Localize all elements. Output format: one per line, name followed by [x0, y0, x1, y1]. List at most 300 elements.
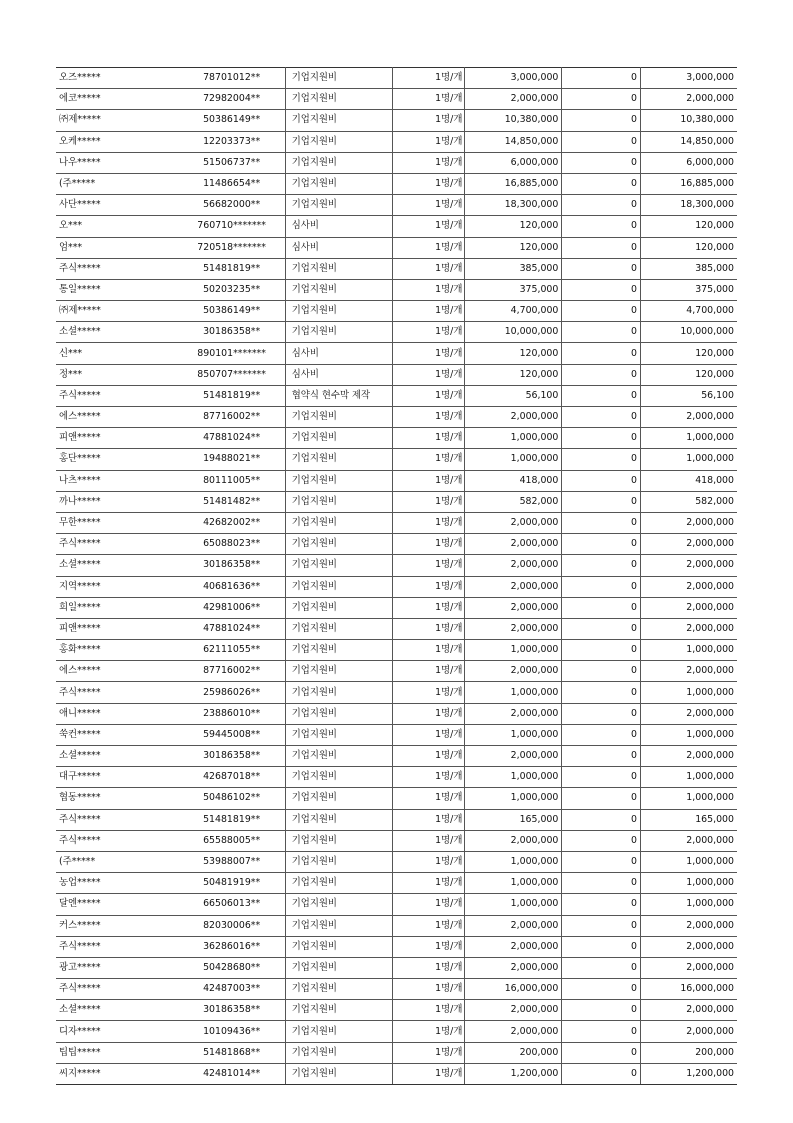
- deduction-cell: 0: [562, 957, 641, 978]
- registration-number-cell: 760710*******: [179, 216, 286, 237]
- expense-item-cell: 기업지원비: [285, 830, 392, 851]
- deduction-cell: 0: [562, 936, 641, 957]
- expense-item-cell: 기업지원비: [285, 195, 392, 216]
- table-row: [56, 873, 737, 894]
- registration-number-cell: 66506013**: [179, 894, 286, 915]
- recipient-name-cell: 사단*****: [56, 195, 179, 216]
- deduction-cell: 0: [562, 512, 641, 533]
- table-row: [56, 1063, 737, 1084]
- recipient-name-cell: ㈜제*****: [56, 301, 179, 322]
- unit-cell: 1명/개: [392, 237, 464, 258]
- expense-item-cell: 기업지원비: [285, 894, 392, 915]
- table-row: [56, 343, 737, 364]
- table-row: [56, 746, 737, 767]
- deduction-cell: 0: [562, 724, 641, 745]
- expense-item-cell: 기업지원비: [285, 618, 392, 639]
- registration-number-cell: 59445008**: [179, 724, 286, 745]
- unit-cell: 1명/개: [392, 110, 464, 131]
- table-row: [56, 512, 737, 533]
- expense-item-cell: 기업지원비: [285, 301, 392, 322]
- table-row: [56, 597, 737, 618]
- recipient-name-cell: 주식*****: [56, 258, 179, 279]
- table-row: [56, 237, 737, 258]
- deduction-cell: 0: [562, 1000, 641, 1021]
- total-amount-cell: 2,000,000: [640, 555, 737, 576]
- deduction-cell: 0: [562, 534, 641, 555]
- amount-cell: 2,000,000: [465, 703, 562, 724]
- total-amount-cell: 16,000,000: [640, 979, 737, 1000]
- amount-cell: 2,000,000: [465, 534, 562, 555]
- recipient-name-cell: 에스*****: [56, 407, 179, 428]
- expense-item-cell: 심사비: [285, 364, 392, 385]
- recipient-name-cell: 피앤*****: [56, 428, 179, 449]
- registration-number-cell: 51481819**: [179, 385, 286, 406]
- amount-cell: 2,000,000: [465, 915, 562, 936]
- amount-cell: 200,000: [465, 1042, 562, 1063]
- total-amount-cell: 10,380,000: [640, 110, 737, 131]
- deduction-cell: 0: [562, 809, 641, 830]
- total-amount-cell: 2,000,000: [640, 512, 737, 533]
- unit-cell: 1명/개: [392, 979, 464, 1000]
- amount-cell: 1,000,000: [465, 640, 562, 661]
- registration-number-cell: 80111005**: [179, 470, 286, 491]
- deduction-cell: 0: [562, 703, 641, 724]
- registration-number-cell: 50386149**: [179, 301, 286, 322]
- total-amount-cell: 56,100: [640, 385, 737, 406]
- recipient-name-cell: 신***: [56, 343, 179, 364]
- expense-item-cell: 기업지원비: [285, 1021, 392, 1042]
- registration-number-cell: 87716002**: [179, 407, 286, 428]
- total-amount-cell: 2,000,000: [640, 746, 737, 767]
- recipient-name-cell: 협동*****: [56, 788, 179, 809]
- deduction-cell: 0: [562, 152, 641, 173]
- recipient-name-cell: 통일*****: [56, 279, 179, 300]
- deduction-cell: 0: [562, 576, 641, 597]
- registration-number-cell: 890101*******: [179, 343, 286, 364]
- recipient-name-cell: 주식*****: [56, 534, 179, 555]
- table-row: [56, 894, 737, 915]
- registration-number-cell: 11486654**: [179, 173, 286, 194]
- table-row: [56, 428, 737, 449]
- amount-cell: 120,000: [465, 343, 562, 364]
- registration-number-cell: 30186358**: [179, 322, 286, 343]
- total-amount-cell: 200,000: [640, 1042, 737, 1063]
- deduction-cell: 0: [562, 279, 641, 300]
- unit-cell: 1명/개: [392, 470, 464, 491]
- unit-cell: 1명/개: [392, 788, 464, 809]
- deduction-cell: 0: [562, 1042, 641, 1063]
- recipient-name-cell: 소셜*****: [56, 555, 179, 576]
- table-row: [56, 809, 737, 830]
- table-row: [56, 173, 737, 194]
- unit-cell: 1명/개: [392, 385, 464, 406]
- total-amount-cell: 2,000,000: [640, 661, 737, 682]
- total-amount-cell: 1,000,000: [640, 724, 737, 745]
- recipient-name-cell: ㈜제*****: [56, 110, 179, 131]
- deduction-cell: 0: [562, 110, 641, 131]
- table-row: [56, 915, 737, 936]
- registration-number-cell: 36286016**: [179, 936, 286, 957]
- recipient-name-cell: 소셜*****: [56, 746, 179, 767]
- registration-number-cell: 850707*******: [179, 364, 286, 385]
- amount-cell: 2,000,000: [465, 661, 562, 682]
- unit-cell: 1명/개: [392, 1021, 464, 1042]
- deduction-cell: 0: [562, 788, 641, 809]
- amount-cell: 3,000,000: [465, 68, 562, 89]
- recipient-name-cell: 주식*****: [56, 809, 179, 830]
- registration-number-cell: 23886010**: [179, 703, 286, 724]
- unit-cell: 1명/개: [392, 534, 464, 555]
- total-amount-cell: 2,000,000: [640, 89, 737, 110]
- deduction-cell: 0: [562, 364, 641, 385]
- deduction-cell: 0: [562, 216, 641, 237]
- unit-cell: 1명/개: [392, 618, 464, 639]
- expense-item-cell: 기업지원비: [285, 279, 392, 300]
- amount-cell: 10,000,000: [465, 322, 562, 343]
- deduction-cell: 0: [562, 470, 641, 491]
- registration-number-cell: 50428680**: [179, 957, 286, 978]
- recipient-name-cell: 커스*****: [56, 915, 179, 936]
- table-row: [56, 301, 737, 322]
- expense-item-cell: 기업지원비: [285, 110, 392, 131]
- registration-number-cell: 82030006**: [179, 915, 286, 936]
- amount-cell: 1,000,000: [465, 449, 562, 470]
- registration-number-cell: 47881024**: [179, 428, 286, 449]
- expense-item-cell: 기업지원비: [285, 957, 392, 978]
- expense-item-cell: 기업지원비: [285, 767, 392, 788]
- recipient-name-cell: 디자*****: [56, 1021, 179, 1042]
- table-row: [56, 936, 737, 957]
- unit-cell: 1명/개: [392, 830, 464, 851]
- table-row: [56, 385, 737, 406]
- amount-cell: 375,000: [465, 279, 562, 300]
- unit-cell: 1명/개: [392, 873, 464, 894]
- amount-cell: 2,000,000: [465, 830, 562, 851]
- table-row: [56, 216, 737, 237]
- deduction-cell: 0: [562, 979, 641, 1000]
- amount-cell: 2,000,000: [465, 576, 562, 597]
- deduction-cell: 0: [562, 682, 641, 703]
- table-row: [56, 788, 737, 809]
- total-amount-cell: 120,000: [640, 364, 737, 385]
- total-amount-cell: 1,000,000: [640, 682, 737, 703]
- registration-number-cell: 50486102**: [179, 788, 286, 809]
- recipient-name-cell: 주식*****: [56, 830, 179, 851]
- unit-cell: 1명/개: [392, 555, 464, 576]
- registration-number-cell: 30186358**: [179, 1000, 286, 1021]
- deduction-cell: 0: [562, 1021, 641, 1042]
- registration-number-cell: 51481482**: [179, 491, 286, 512]
- table-row: [56, 195, 737, 216]
- recipient-name-cell: 애니*****: [56, 703, 179, 724]
- amount-cell: 2,000,000: [465, 89, 562, 110]
- total-amount-cell: 1,000,000: [640, 851, 737, 872]
- amount-cell: 2,000,000: [465, 746, 562, 767]
- unit-cell: 1명/개: [392, 364, 464, 385]
- expense-item-cell: 기업지원비: [285, 491, 392, 512]
- unit-cell: 1명/개: [392, 1000, 464, 1021]
- deduction-cell: 0: [562, 915, 641, 936]
- unit-cell: 1명/개: [392, 724, 464, 745]
- table-row: [56, 703, 737, 724]
- total-amount-cell: 120,000: [640, 343, 737, 364]
- unit-cell: 1명/개: [392, 428, 464, 449]
- registration-number-cell: 42981006**: [179, 597, 286, 618]
- registration-number-cell: 12203373**: [179, 131, 286, 152]
- recipient-name-cell: 오***: [56, 216, 179, 237]
- expense-item-cell: 기업지원비: [285, 1000, 392, 1021]
- deduction-cell: 0: [562, 873, 641, 894]
- table-row: [56, 851, 737, 872]
- expense-item-cell: 기업지원비: [285, 936, 392, 957]
- unit-cell: 1명/개: [392, 661, 464, 682]
- table-row: [56, 449, 737, 470]
- deduction-cell: 0: [562, 343, 641, 364]
- unit-cell: 1명/개: [392, 746, 464, 767]
- expense-item-cell: 기업지원비: [285, 915, 392, 936]
- registration-number-cell: 720518*******: [179, 237, 286, 258]
- amount-cell: 1,000,000: [465, 894, 562, 915]
- table-row: [56, 661, 737, 682]
- table-row: [56, 131, 737, 152]
- unit-cell: 1명/개: [392, 301, 464, 322]
- unit-cell: 1명/개: [392, 195, 464, 216]
- unit-cell: 1명/개: [392, 89, 464, 110]
- expense-item-cell: 기업지원비: [285, 682, 392, 703]
- deduction-cell: 0: [562, 491, 641, 512]
- deduction-cell: 0: [562, 89, 641, 110]
- expense-item-cell: 기업지원비: [285, 703, 392, 724]
- total-amount-cell: 18,300,000: [640, 195, 737, 216]
- table-row: [56, 364, 737, 385]
- total-amount-cell: 1,000,000: [640, 873, 737, 894]
- expense-item-cell: 기업지원비: [285, 576, 392, 597]
- unit-cell: 1명/개: [392, 322, 464, 343]
- amount-cell: 1,000,000: [465, 767, 562, 788]
- recipient-name-cell: (주*****: [56, 173, 179, 194]
- total-amount-cell: 2,000,000: [640, 576, 737, 597]
- unit-cell: 1명/개: [392, 491, 464, 512]
- unit-cell: 1명/개: [392, 258, 464, 279]
- expense-item-cell: 기업지원비: [285, 1063, 392, 1084]
- table-row: [56, 1000, 737, 1021]
- deduction-cell: 0: [562, 301, 641, 322]
- amount-cell: 14,850,000: [465, 131, 562, 152]
- total-amount-cell: 2,000,000: [640, 915, 737, 936]
- amount-cell: 6,000,000: [465, 152, 562, 173]
- amount-cell: 2,000,000: [465, 1000, 562, 1021]
- recipient-name-cell: 에코*****: [56, 89, 179, 110]
- expense-item-cell: 기업지원비: [285, 979, 392, 1000]
- table-row: [56, 152, 737, 173]
- table-row: [56, 68, 737, 89]
- total-amount-cell: 2,000,000: [640, 1000, 737, 1021]
- total-amount-cell: 2,000,000: [640, 534, 737, 555]
- total-amount-cell: 375,000: [640, 279, 737, 300]
- amount-cell: 2,000,000: [465, 555, 562, 576]
- amount-cell: 2,000,000: [465, 512, 562, 533]
- amount-cell: 120,000: [465, 237, 562, 258]
- registration-number-cell: 51481868**: [179, 1042, 286, 1063]
- expense-item-cell: 심사비: [285, 216, 392, 237]
- total-amount-cell: 120,000: [640, 237, 737, 258]
- registration-number-cell: 56682000**: [179, 195, 286, 216]
- total-amount-cell: 165,000: [640, 809, 737, 830]
- recipient-name-cell: 정***: [56, 364, 179, 385]
- recipient-name-cell: 소셜*****: [56, 1000, 179, 1021]
- table-row: [56, 830, 737, 851]
- amount-cell: 1,000,000: [465, 682, 562, 703]
- table-row: [56, 767, 737, 788]
- table-row: [56, 407, 737, 428]
- deduction-cell: 0: [562, 618, 641, 639]
- deduction-cell: 0: [562, 195, 641, 216]
- registration-number-cell: 42487003**: [179, 979, 286, 1000]
- recipient-name-cell: 지역*****: [56, 576, 179, 597]
- deduction-cell: 0: [562, 258, 641, 279]
- registration-number-cell: 53988007**: [179, 851, 286, 872]
- expense-item-cell: 기업지원비: [285, 809, 392, 830]
- deduction-cell: 0: [562, 894, 641, 915]
- recipient-name-cell: 피앤*****: [56, 618, 179, 639]
- expense-item-cell: 기업지원비: [285, 258, 392, 279]
- total-amount-cell: 6,000,000: [640, 152, 737, 173]
- registration-number-cell: 47881024**: [179, 618, 286, 639]
- amount-cell: 165,000: [465, 809, 562, 830]
- deduction-cell: 0: [562, 830, 641, 851]
- recipient-name-cell: 홍단*****: [56, 449, 179, 470]
- expense-item-cell: 기업지원비: [285, 873, 392, 894]
- recipient-name-cell: 엄***: [56, 237, 179, 258]
- total-amount-cell: 1,000,000: [640, 449, 737, 470]
- unit-cell: 1명/개: [392, 407, 464, 428]
- unit-cell: 1명/개: [392, 68, 464, 89]
- deduction-cell: 0: [562, 597, 641, 618]
- registration-number-cell: 42481014**: [179, 1063, 286, 1084]
- unit-cell: 1명/개: [392, 512, 464, 533]
- registration-number-cell: 19488021**: [179, 449, 286, 470]
- recipient-name-cell: 달엔*****: [56, 894, 179, 915]
- amount-cell: 1,200,000: [465, 1063, 562, 1084]
- expense-item-cell: 심사비: [285, 343, 392, 364]
- deduction-cell: 0: [562, 1063, 641, 1084]
- expense-item-cell: 기업지원비: [285, 407, 392, 428]
- registration-number-cell: 72982004**: [179, 89, 286, 110]
- unit-cell: 1명/개: [392, 915, 464, 936]
- amount-cell: 120,000: [465, 364, 562, 385]
- registration-number-cell: 51506737**: [179, 152, 286, 173]
- expense-item-cell: 기업지원비: [285, 661, 392, 682]
- unit-cell: 1명/개: [392, 809, 464, 830]
- amount-cell: 582,000: [465, 491, 562, 512]
- expense-item-cell: 기업지원비: [285, 597, 392, 618]
- total-amount-cell: 1,000,000: [640, 767, 737, 788]
- registration-number-cell: 50481919**: [179, 873, 286, 894]
- total-amount-cell: 1,000,000: [640, 788, 737, 809]
- unit-cell: 1명/개: [392, 576, 464, 597]
- deduction-cell: 0: [562, 237, 641, 258]
- unit-cell: 1명/개: [392, 957, 464, 978]
- recipient-name-cell: 오즈*****: [56, 68, 179, 89]
- table-row: [56, 258, 737, 279]
- unit-cell: 1명/개: [392, 152, 464, 173]
- expense-item-cell: 기업지원비: [285, 534, 392, 555]
- recipient-name-cell: 무한*****: [56, 512, 179, 533]
- registration-number-cell: 30186358**: [179, 746, 286, 767]
- table-row: [56, 640, 737, 661]
- expense-item-cell: 기업지원비: [285, 173, 392, 194]
- deduction-cell: 0: [562, 68, 641, 89]
- registration-number-cell: 50386149**: [179, 110, 286, 131]
- recipient-name-cell: 희일*****: [56, 597, 179, 618]
- amount-cell: 1,000,000: [465, 873, 562, 894]
- deduction-cell: 0: [562, 173, 641, 194]
- table-row: [56, 979, 737, 1000]
- expense-item-cell: 기업지원비: [285, 555, 392, 576]
- expense-item-cell: 기업지원비: [285, 68, 392, 89]
- amount-cell: 16,885,000: [465, 173, 562, 194]
- expense-item-cell: 기업지원비: [285, 512, 392, 533]
- table-row: [56, 322, 737, 343]
- table-row: [56, 534, 737, 555]
- registration-number-cell: 42687018**: [179, 767, 286, 788]
- recipient-name-cell: 나츠*****: [56, 470, 179, 491]
- registration-number-cell: 40681636**: [179, 576, 286, 597]
- table-row: [56, 491, 737, 512]
- deduction-cell: 0: [562, 640, 641, 661]
- deduction-cell: 0: [562, 661, 641, 682]
- recipient-name-cell: (주*****: [56, 851, 179, 872]
- amount-cell: 418,000: [465, 470, 562, 491]
- unit-cell: 1명/개: [392, 343, 464, 364]
- total-amount-cell: 2,000,000: [640, 957, 737, 978]
- amount-cell: 56,100: [465, 385, 562, 406]
- unit-cell: 1명/개: [392, 173, 464, 194]
- expense-item-cell: 기업지원비: [285, 640, 392, 661]
- expense-item-cell: 기업지원비: [285, 851, 392, 872]
- table-row: [56, 470, 737, 491]
- recipient-name-cell: 주식*****: [56, 979, 179, 1000]
- total-amount-cell: 418,000: [640, 470, 737, 491]
- recipient-name-cell: 주식*****: [56, 682, 179, 703]
- amount-cell: 2,000,000: [465, 407, 562, 428]
- registration-number-cell: 51481819**: [179, 809, 286, 830]
- total-amount-cell: 2,000,000: [640, 597, 737, 618]
- unit-cell: 1명/개: [392, 1063, 464, 1084]
- unit-cell: 1명/개: [392, 767, 464, 788]
- amount-cell: 1,000,000: [465, 724, 562, 745]
- unit-cell: 1명/개: [392, 131, 464, 152]
- registration-number-cell: 30186358**: [179, 555, 286, 576]
- total-amount-cell: 10,000,000: [640, 322, 737, 343]
- recipient-name-cell: 오케*****: [56, 131, 179, 152]
- amount-cell: 4,700,000: [465, 301, 562, 322]
- total-amount-cell: 2,000,000: [640, 703, 737, 724]
- deduction-cell: 0: [562, 385, 641, 406]
- table-row: [56, 1042, 737, 1063]
- recipient-name-cell: 까나*****: [56, 491, 179, 512]
- deduction-cell: 0: [562, 131, 641, 152]
- total-amount-cell: 14,850,000: [640, 131, 737, 152]
- table-row: [56, 724, 737, 745]
- total-amount-cell: 4,700,000: [640, 301, 737, 322]
- amount-cell: 2,000,000: [465, 618, 562, 639]
- expense-item-cell: 기업지원비: [285, 449, 392, 470]
- expense-item-cell: 협약식 현수막 제작: [285, 385, 392, 406]
- deduction-cell: 0: [562, 322, 641, 343]
- recipient-name-cell: 쑥컨*****: [56, 724, 179, 745]
- unit-cell: 1명/개: [392, 936, 464, 957]
